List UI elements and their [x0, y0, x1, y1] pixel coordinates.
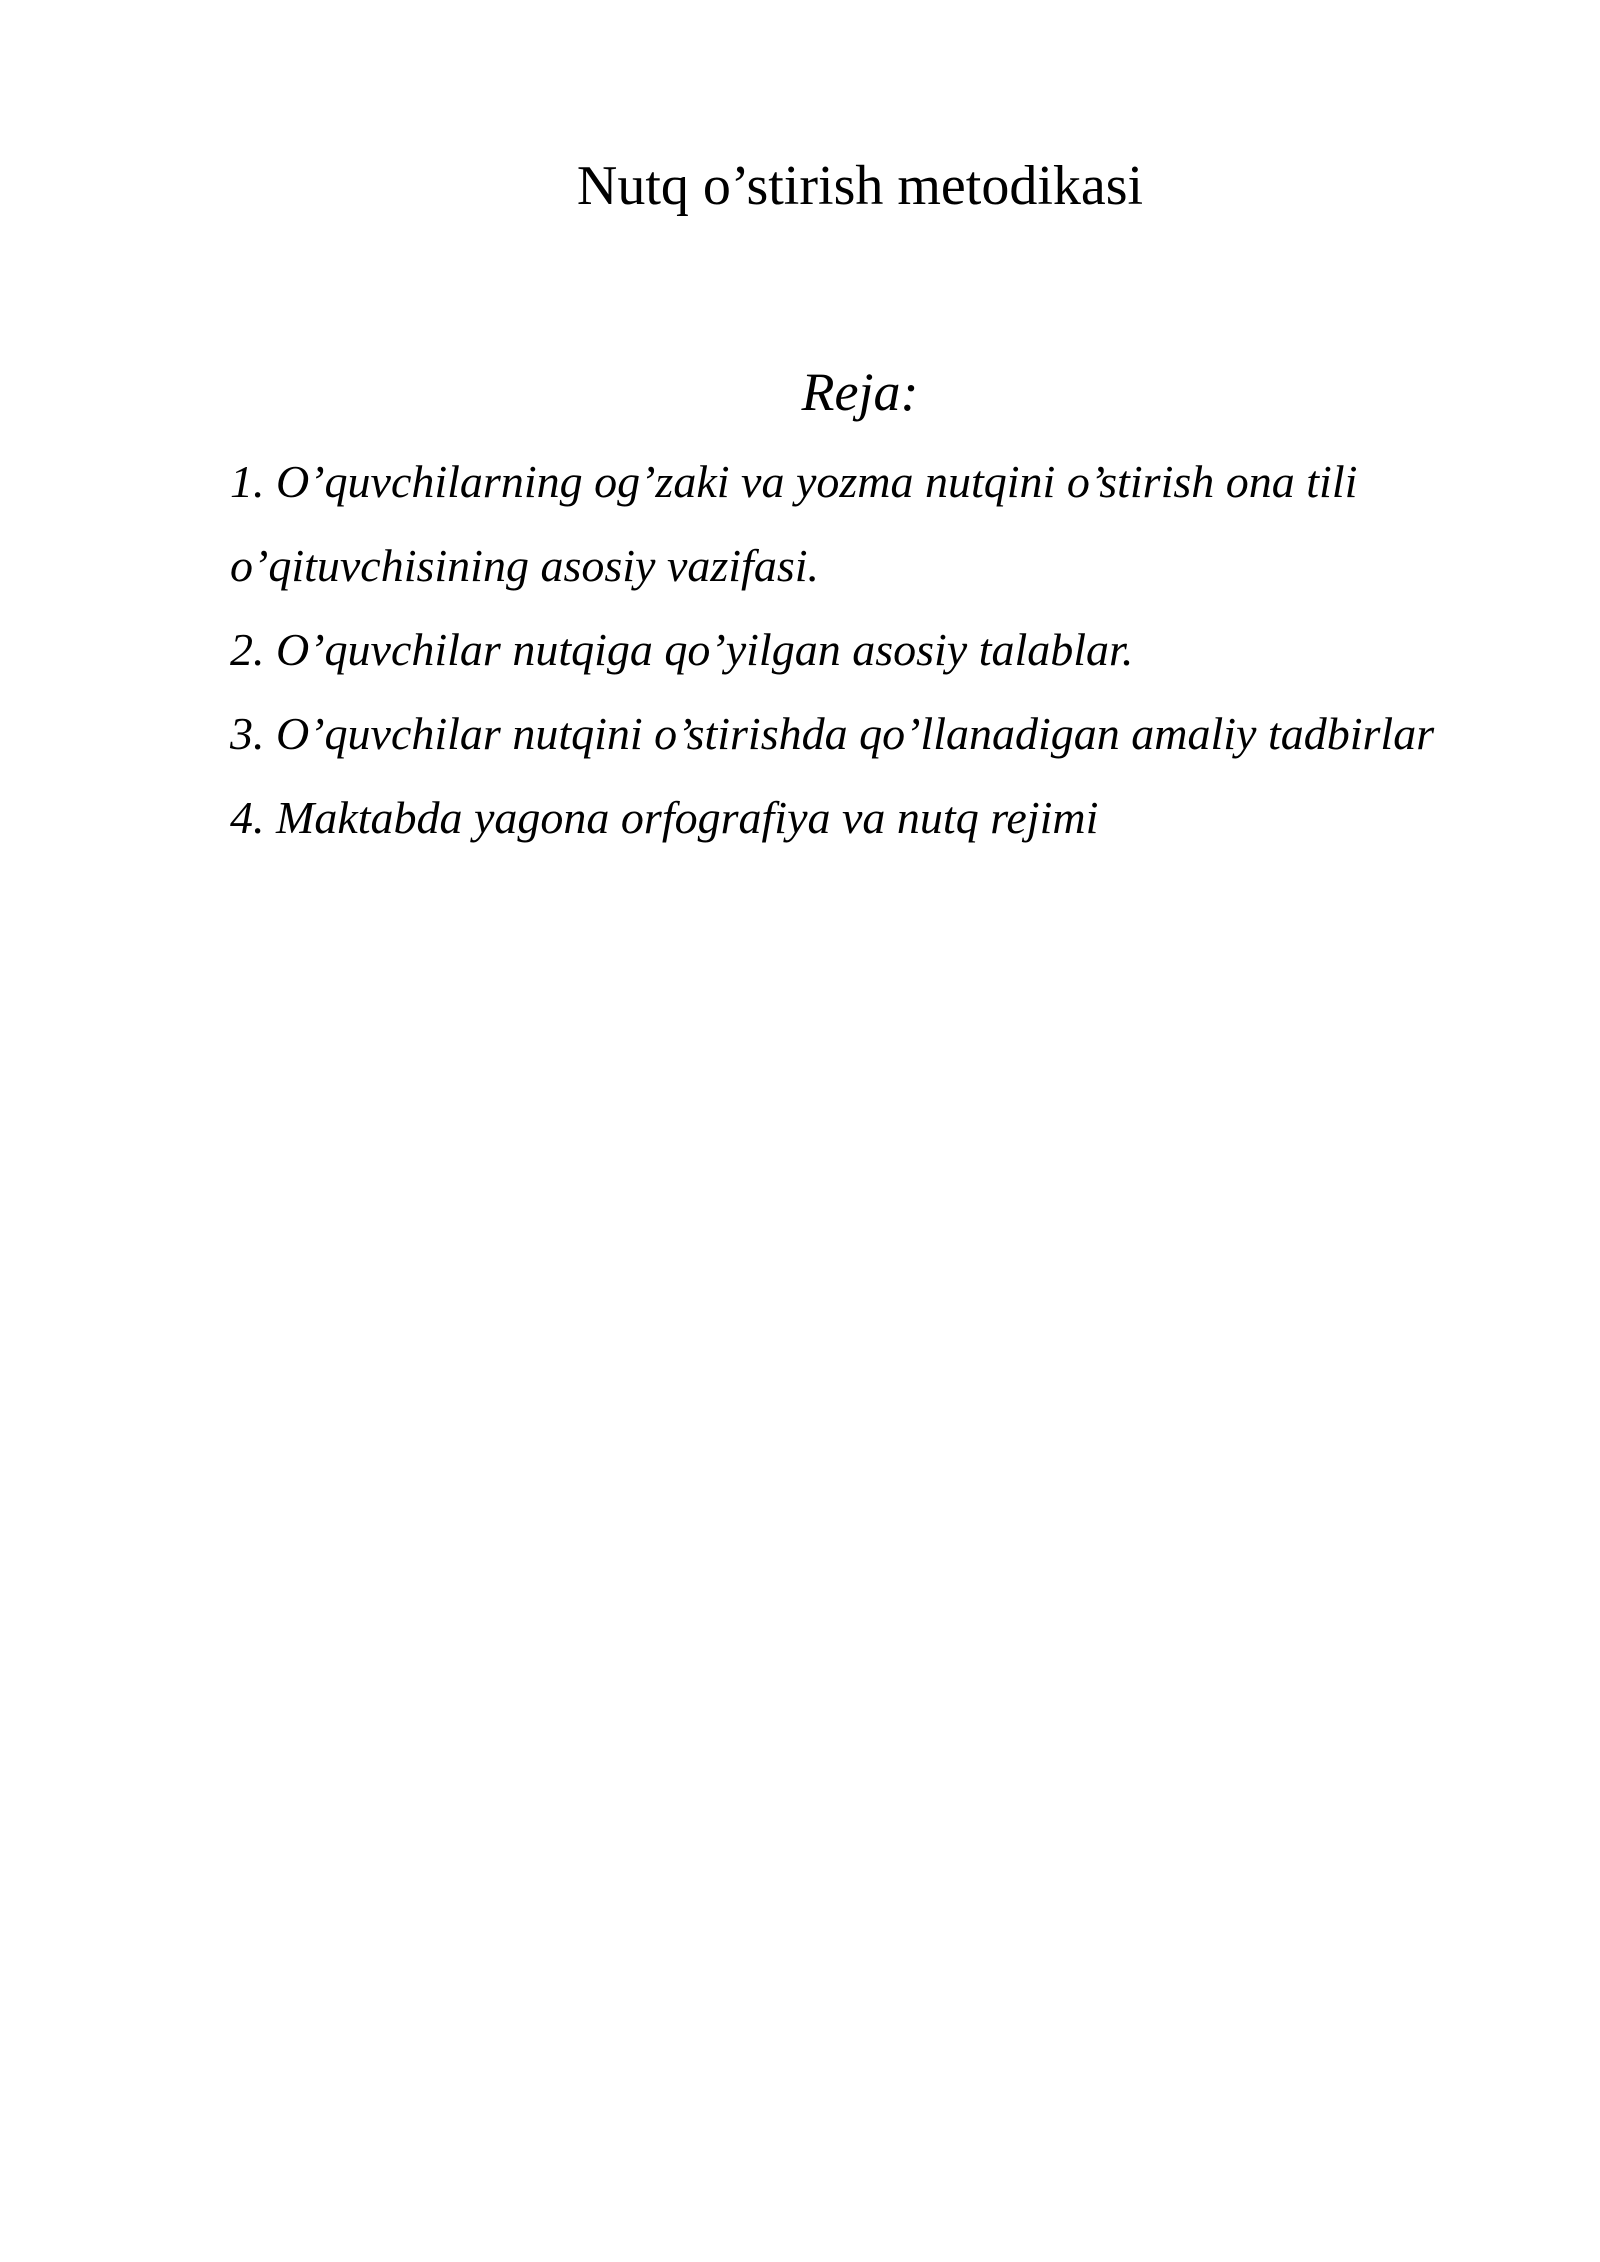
plan-item-3: 3. O’quvchilar nutqini o’stirishda qo’llanadigan amaliy tadbirlar: [230, 708, 1435, 759]
plan-list: [230, 440, 1460, 860]
document-title: Nutq o’stirish metodikasi: [576, 155, 1144, 217]
plan-item-2: 2. O’quvchilar nutqiga qo’yilgan asosiy talablar.: [230, 624, 1134, 675]
plan-item-4: 4. Maktabda yagona orfografiya va nutq rejimi: [230, 792, 1099, 843]
plan-heading: Reja:: [801, 362, 919, 422]
plan-item-1: 1. O’quvchilarning og’zaki va yozma nutqini o’stirish ona tili o’qituvchisining asosiy vazifasi.: [230, 456, 1358, 591]
